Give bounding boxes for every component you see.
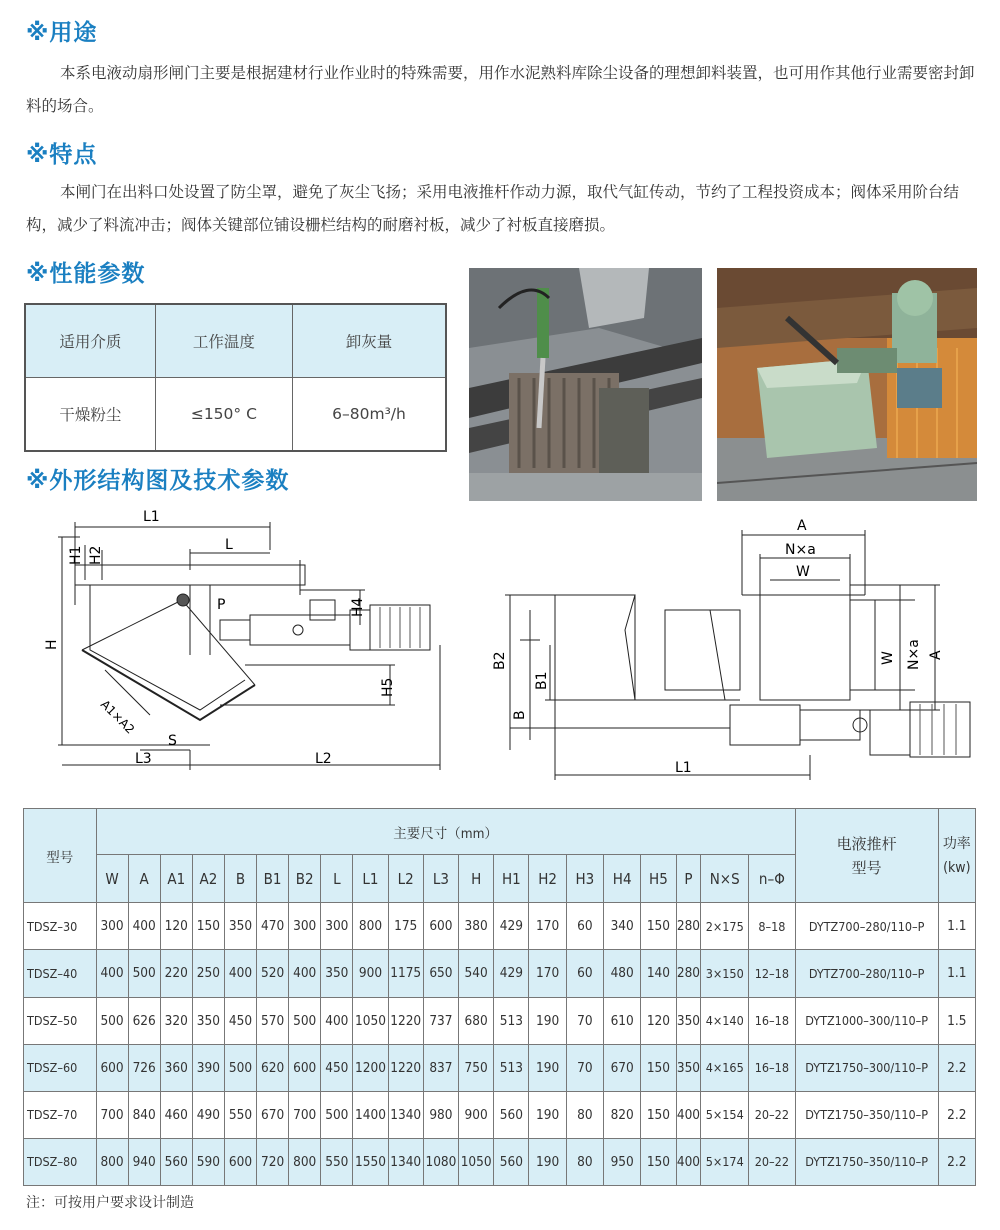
top-dim-label-W-side: W [880,651,896,665]
spec-cell-value: 170 [529,903,566,950]
spec-cell-actuator: DYTZ1000–300/110–P [795,997,938,1044]
top-view-drawing [480,510,975,785]
spec-cell-actuator: DYTZ1750–350/110–P [795,1138,938,1185]
spec-cell-value: 380 [459,903,494,950]
spec-column-header: P [676,855,701,903]
features-heading: ※特点 [26,142,98,168]
spec-cell-value: 400 [224,950,256,997]
spec-cell-value: 20–22 [749,1091,796,1138]
spec-cell-model: TDSZ–80 [24,1138,97,1185]
spec-cell-model: TDSZ–50 [24,997,97,1044]
spec-cell-value: 620 [257,1044,289,1091]
spec-cell-value: 626 [128,997,160,1044]
spec-cell-value: 12–18 [749,950,796,997]
spec-column-header: B [224,855,256,903]
spec-header-power: 功率 (kw) [938,809,975,903]
spec-cell-value: 450 [224,997,256,1044]
spec-column-header: L3 [423,855,458,903]
spec-cell-value: 490 [192,1091,224,1138]
dim-label-H1: H1 [68,545,84,565]
spec-column-header: A2 [192,855,224,903]
spec-cell-value: 16–18 [749,997,796,1044]
spec-cell-value: 1200 [353,1044,388,1091]
spec-cell-value: 500 [289,997,321,1044]
spec-cell-value: 650 [423,950,458,997]
top-dim-label-B1: B1 [534,671,550,690]
spec-table [23,808,976,1186]
spec-cell-value: 20–22 [749,1138,796,1185]
dim-label-L: L [225,537,233,553]
spec-cell-value: 737 [423,997,458,1044]
spec-cell-value: 1340 [388,1091,423,1138]
spec-cell-actuator: DYTZ1750–350/110–P [795,1091,938,1138]
spec-cell-value: 350 [321,950,353,997]
perf-header-medium: 适用介质 [25,304,155,378]
spec-cell-value: 150 [192,903,224,950]
spec-cell-power: 2.2 [938,1138,975,1185]
spec-cell-value: 190 [529,1044,566,1091]
perf-value-temp: ≤150° C [155,378,292,452]
spec-cell-value: 80 [566,1091,603,1138]
spec-cell-value: 250 [192,950,224,997]
spec-cell-value: 680 [459,997,494,1044]
spec-table-row [24,950,976,997]
spec-cell-value: 980 [423,1091,458,1138]
structure-heading: ※外形结构图及技术参数 [26,468,290,494]
spec-column-header: L1 [353,855,388,903]
spec-cell-model: TDSZ–70 [24,1091,97,1138]
spec-column-header: L [321,855,353,903]
spec-cell-value: 150 [641,1091,676,1138]
spec-cell-power: 1.1 [938,903,975,950]
spec-column-header: H2 [529,855,566,903]
spec-column-header: N×S [701,855,749,903]
dim-label-L1: L1 [143,509,160,525]
spec-table-row [24,1091,976,1138]
spec-cell-value: 820 [604,1091,641,1138]
spec-cell-value: 540 [459,950,494,997]
spec-cell-value: 429 [494,903,529,950]
spec-cell-value: 175 [388,903,423,950]
spec-cell-value: 390 [192,1044,224,1091]
spec-table-row [24,1138,976,1185]
spec-cell-value: 720 [257,1138,289,1185]
spec-cell-value: 600 [289,1044,321,1091]
usage-heading: ※用途 [26,20,98,46]
spec-cell-value: 300 [321,903,353,950]
spec-column-header: L2 [388,855,423,903]
spec-table-row [24,903,976,950]
spec-cell-value: 1175 [388,950,423,997]
spec-cell-actuator: DYTZ1750–300/110–P [795,1044,938,1091]
footnote: 注：可按用户要求设计制造 [26,1195,194,1211]
spec-cell-value: 837 [423,1044,458,1091]
spec-cell-value: 570 [257,997,289,1044]
dim-label-H: H [44,639,60,650]
spec-cell-value: 400 [289,950,321,997]
spec-cell-value: 600 [224,1138,256,1185]
spec-cell-value: 8–18 [749,903,796,950]
spec-cell-value: 4×140 [701,997,749,1044]
perf-header-temp: 工作温度 [155,304,292,378]
top-dim-label-A: A [797,518,807,534]
spec-cell-value: 300 [96,903,128,950]
spec-cell-value: 400 [676,1091,701,1138]
spec-cell-power: 2.2 [938,1044,975,1091]
dim-label-L3: L3 [135,751,152,767]
spec-cell-value: 950 [604,1138,641,1185]
spec-cell-value: 800 [96,1138,128,1185]
dim-label-P: P [217,597,226,613]
spec-cell-value: 560 [160,1138,192,1185]
dim-label-H5: H5 [380,677,396,697]
top-dim-label-Nxa: N×a [785,542,816,558]
spec-cell-value: 340 [604,903,641,950]
spec-cell-value: 726 [128,1044,160,1091]
spec-cell-value: 140 [641,950,676,997]
spec-cell-value: 500 [128,950,160,997]
spec-cell-value: 460 [160,1091,192,1138]
spec-header-actuator: 电液推杆 型号 [795,809,938,903]
spec-cell-value: 500 [96,997,128,1044]
spec-column-header: W [96,855,128,903]
spec-cell-value: 940 [128,1138,160,1185]
spec-column-header: H [459,855,494,903]
spec-cell-power: 2.2 [938,1091,975,1138]
spec-cell-value: 80 [566,1138,603,1185]
spec-cell-value: 120 [160,903,192,950]
spec-cell-value: 1080 [423,1138,458,1185]
spec-cell-value: 1050 [459,1138,494,1185]
spec-cell-value: 280 [676,950,701,997]
spec-cell-value: 800 [289,1138,321,1185]
spec-cell-value: 550 [321,1138,353,1185]
spec-cell-value: 590 [192,1138,224,1185]
spec-cell-value: 513 [494,1044,529,1091]
spec-cell-value: 670 [604,1044,641,1091]
spec-column-header: H4 [604,855,641,903]
spec-cell-value: 70 [566,1044,603,1091]
spec-header-group: 主要尺寸（mm） [96,809,795,855]
spec-cell-value: 900 [459,1091,494,1138]
performance-table [24,303,447,452]
spec-cell-value: 60 [566,903,603,950]
usage-body: 本系电液动扇形闸门主要是根据建材行业作业时的特殊需要，用作水泥熟料库除尘设备的理想卸料装置，也可用作其他行业需要密封卸料的场合。 [26,64,975,115]
top-dim-label-L1: L1 [675,760,692,776]
spec-cell-value: 16–18 [749,1044,796,1091]
spec-cell-value: 320 [160,997,192,1044]
spec-cell-value: 5×154 [701,1091,749,1138]
spec-cell-value: 700 [96,1091,128,1138]
spec-cell-value: 480 [604,950,641,997]
spec-cell-value: 600 [96,1044,128,1091]
spec-cell-value: 1050 [353,997,388,1044]
dim-label-H2: H2 [88,545,104,565]
spec-cell-model: TDSZ–30 [24,903,97,950]
spec-cell-value: 513 [494,997,529,1044]
spec-cell-value: 70 [566,997,603,1044]
spec-cell-value: 350 [676,997,701,1044]
spec-cell-value: 520 [257,950,289,997]
spec-cell-value: 280 [676,903,701,950]
spec-table-row [24,997,976,1044]
spec-table-row [24,1044,976,1091]
spec-column-header: A1 [160,855,192,903]
dim-label-A1xA2: A1×A2 [97,697,138,737]
spec-cell-value: 750 [459,1044,494,1091]
spec-cell-value: 1400 [353,1091,388,1138]
perf-value-medium: 干燥粉尘 [25,378,155,452]
spec-cell-actuator: DYTZ700–280/110–P [795,950,938,997]
performance-heading: ※性能参数 [26,261,146,287]
spec-cell-value: 500 [224,1044,256,1091]
spec-cell-value: 220 [160,950,192,997]
spec-cell-value: 2×175 [701,903,749,950]
spec-column-header: n–Φ [749,855,796,903]
spec-cell-power: 1.1 [938,950,975,997]
spec-cell-value: 60 [566,950,603,997]
spec-cell-value: 170 [529,950,566,997]
installation-photo-2 [717,268,977,501]
spec-column-header: A [128,855,160,903]
dim-label-S: S [168,733,177,749]
spec-cell-value: 610 [604,997,641,1044]
spec-cell-value: 190 [529,997,566,1044]
perf-header-flow: 卸灰量 [293,304,446,378]
spec-cell-power: 1.5 [938,997,975,1044]
spec-cell-value: 400 [96,950,128,997]
spec-cell-value: 150 [641,903,676,950]
dim-label-H4: H4 [350,597,366,617]
spec-cell-value: 560 [494,1091,529,1138]
spec-cell-value: 5×174 [701,1138,749,1185]
spec-cell-value: 400 [321,997,353,1044]
spec-cell-value: 550 [224,1091,256,1138]
spec-column-header: H3 [566,855,603,903]
spec-cell-value: 400 [676,1138,701,1185]
spec-cell-value: 470 [257,903,289,950]
spec-cell-value: 1340 [388,1138,423,1185]
spec-cell-value: 800 [353,903,388,950]
spec-cell-value: 400 [128,903,160,950]
spec-cell-value: 360 [160,1044,192,1091]
spec-column-header: H5 [641,855,676,903]
spec-cell-model: TDSZ–40 [24,950,97,997]
spec-cell-value: 150 [641,1044,676,1091]
spec-cell-value: 120 [641,997,676,1044]
spec-cell-value: 190 [529,1138,566,1185]
dim-label-L2: L2 [315,751,332,767]
spec-cell-value: 900 [353,950,388,997]
spec-cell-value: 350 [676,1044,701,1091]
top-dim-label-A-side: A [928,650,944,660]
spec-cell-value: 429 [494,950,529,997]
top-dim-label-Nxa-side: N×a [906,639,922,670]
spec-column-header: B2 [289,855,321,903]
spec-cell-value: 700 [289,1091,321,1138]
spec-cell-value: 1220 [388,997,423,1044]
spec-cell-value: 150 [641,1138,676,1185]
spec-cell-value: 670 [257,1091,289,1138]
top-dim-label-B: B [512,710,528,720]
top-dim-label-W: W [796,564,810,580]
spec-cell-value: 190 [529,1091,566,1138]
spec-cell-value: 350 [192,997,224,1044]
installation-photo-1 [469,268,702,501]
spec-cell-value: 600 [423,903,458,950]
perf-value-flow: 6–80m³/h [293,378,446,452]
spec-cell-value: 840 [128,1091,160,1138]
top-dim-label-B2: B2 [492,651,508,670]
spec-cell-value: 500 [321,1091,353,1138]
spec-column-header: B1 [257,855,289,903]
spec-cell-model: TDSZ–60 [24,1044,97,1091]
spec-cell-value: 350 [224,903,256,950]
side-view-drawing [20,505,470,780]
spec-cell-value: 1220 [388,1044,423,1091]
spec-cell-value: 560 [494,1138,529,1185]
spec-header-model: 型号 [24,809,97,903]
features-body: 本闸门在出料口处设置了防尘罩，避免了灰尘飞扬；采用电液推杆作动力源，取代气缸传动，节约了工程投资成本；阀体采用阶台结构，减少了料流冲击；阀体关键部位铺设栅栏结构的耐磨衬板，减少了衬板直接磨损。 [26,183,960,234]
spec-cell-value: 4×165 [701,1044,749,1091]
spec-cell-value: 450 [321,1044,353,1091]
spec-cell-value: 300 [289,903,321,950]
spec-cell-value: 1550 [353,1138,388,1185]
spec-cell-actuator: DYTZ700–280/110–P [795,903,938,950]
spec-cell-value: 3×150 [701,950,749,997]
spec-column-header: H1 [494,855,529,903]
